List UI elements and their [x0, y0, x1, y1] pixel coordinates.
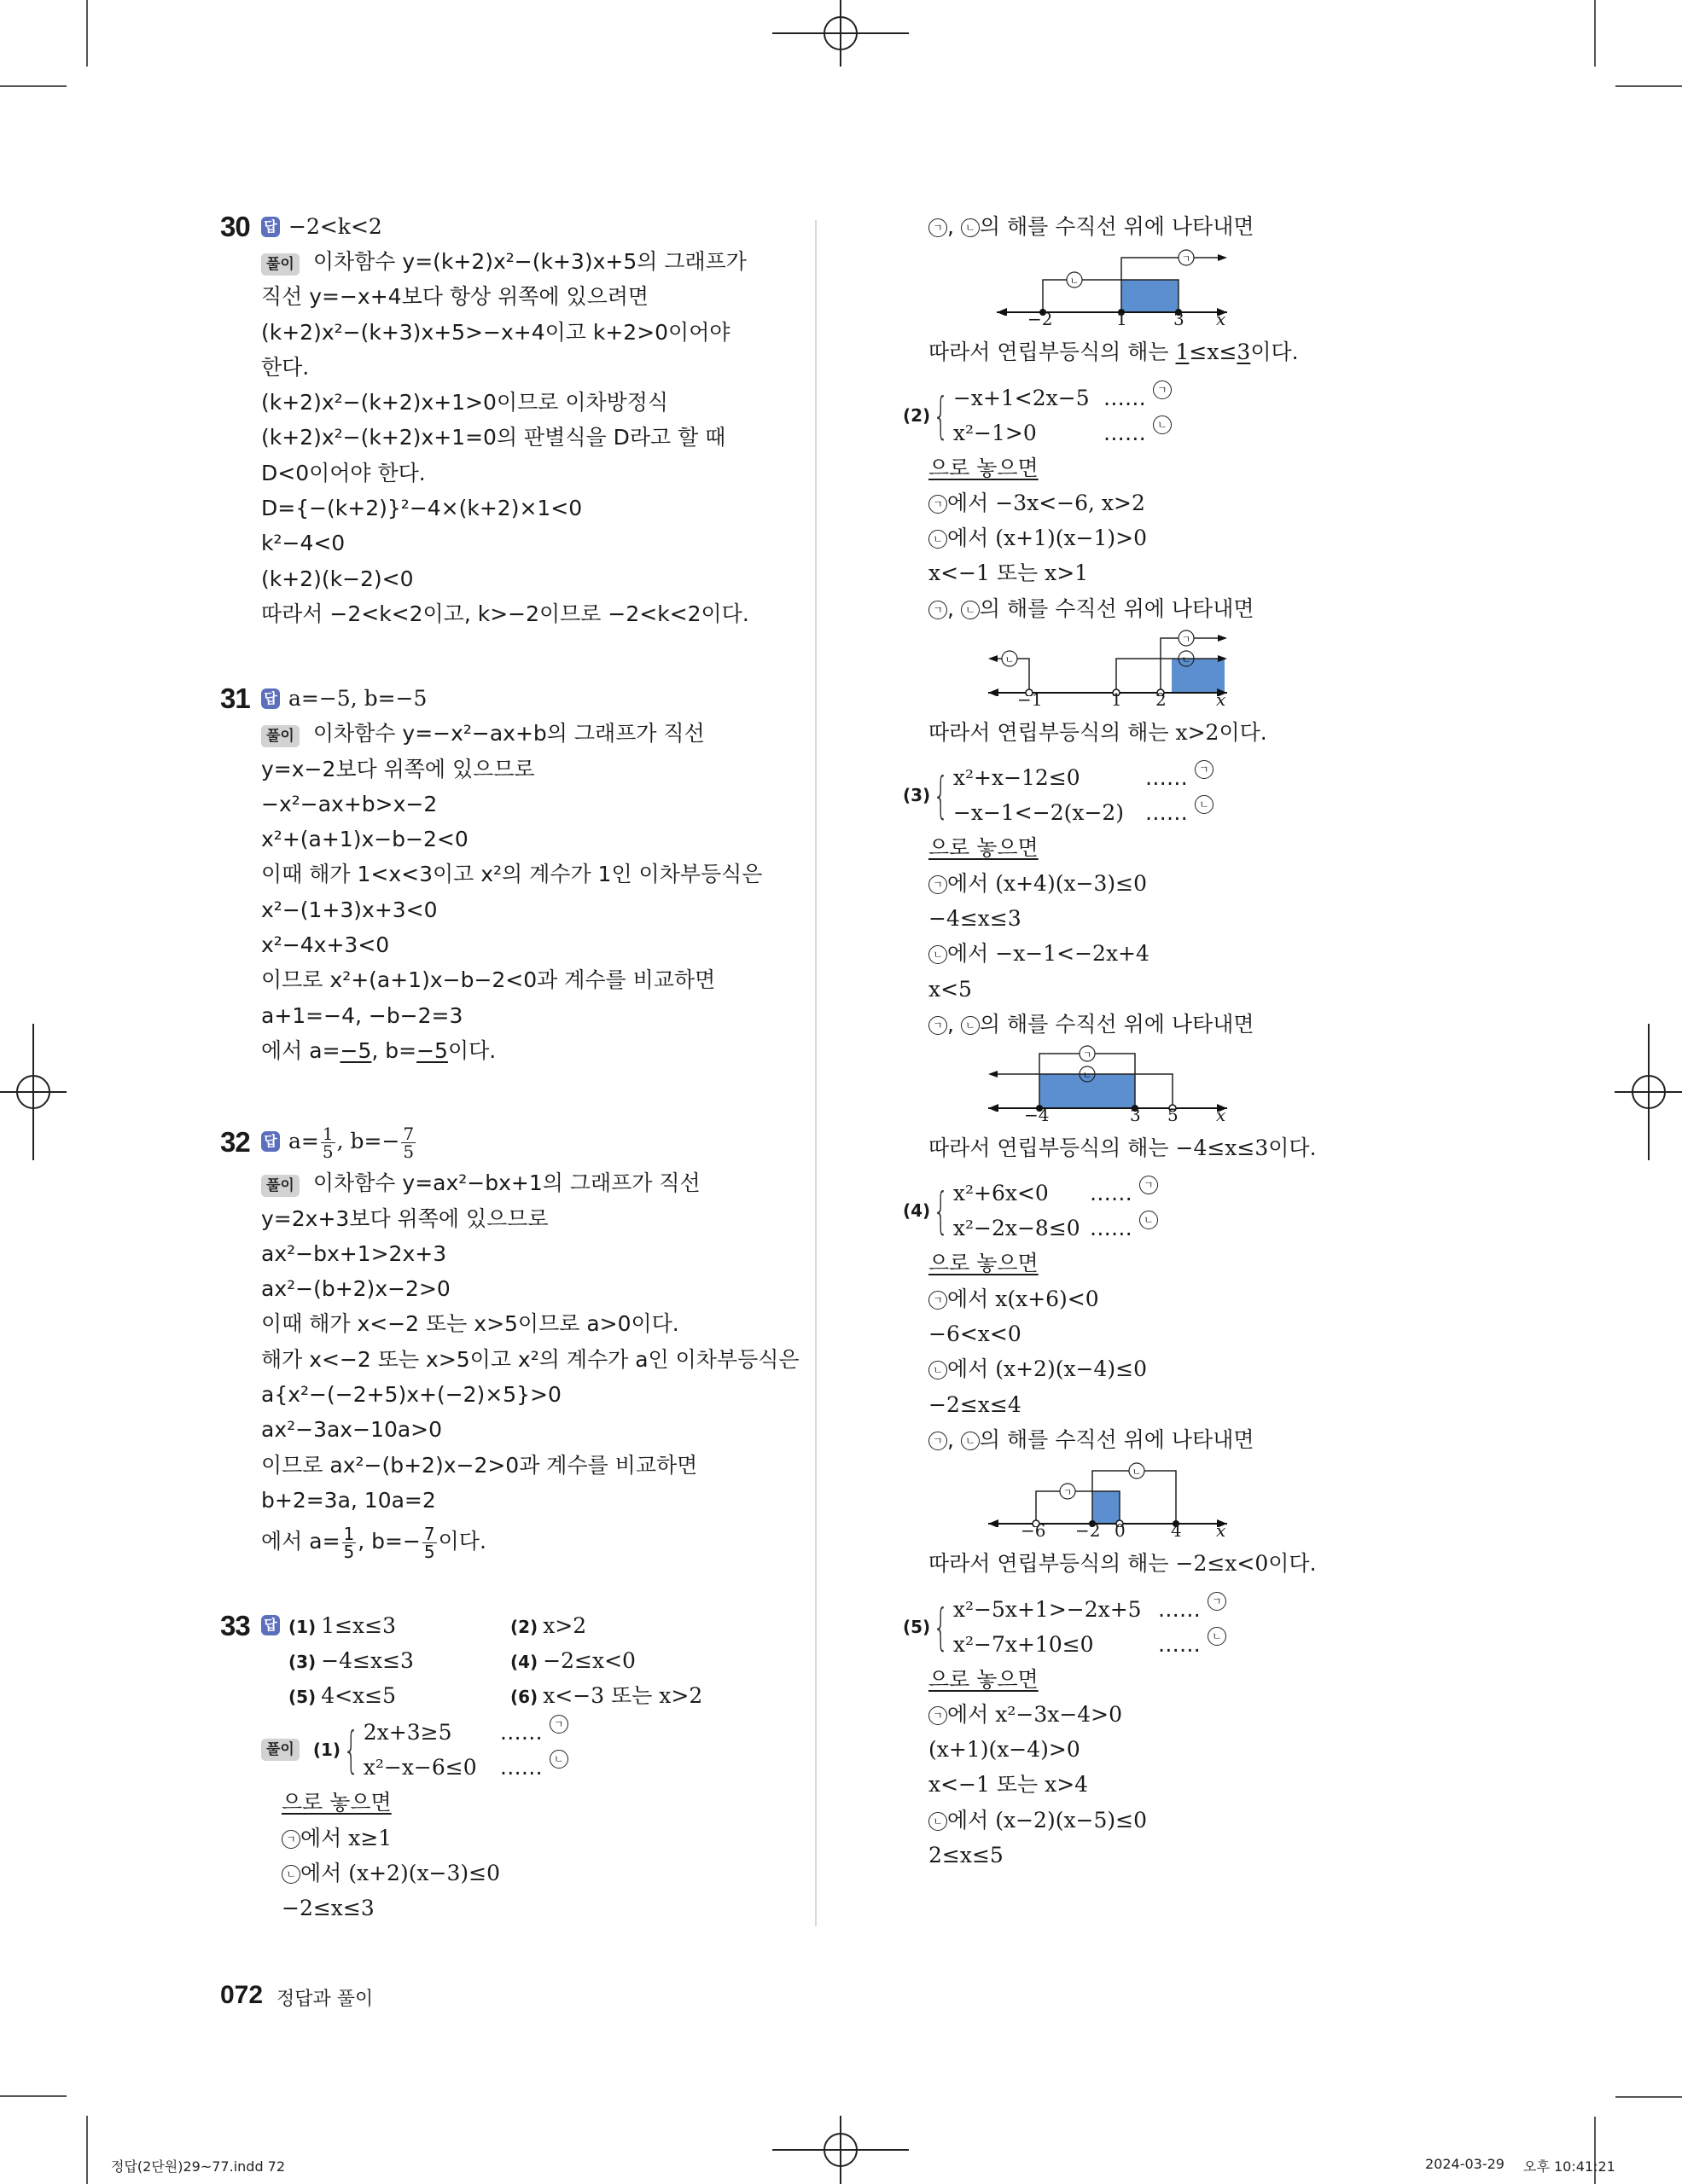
question-33 — [220, 1608, 783, 1926]
question-32 — [220, 1118, 800, 1565]
number-line-3 — [928, 1042, 1338, 1112]
solution-line: b+2=3a, 10a=2 — [261, 1487, 436, 1513]
solution-line: ax²−bx+1>2x+3 — [261, 1240, 447, 1266]
crop-mark — [1615, 2096, 1682, 2098]
step-line: ㄱ 에서 x(x+6)<0 — [928, 1281, 1338, 1316]
step-line: −4≤x≤3 — [928, 905, 1021, 931]
inequality-system: (3) { x²+x−12≤0 …… ㄱ −x−1<−2(x−2) …… ㄴ — [903, 760, 1338, 830]
number-line-4 — [928, 1457, 1338, 1527]
svg-text:ㄴ: ㄴ — [1082, 1070, 1092, 1082]
solution-line: ax²−(b+2)x−2>0 — [261, 1276, 451, 1302]
registration-mark-left — [0, 1024, 68, 1160]
solution-line: 이므로 x²+(a+1)x−b−2<0과 계수를 비교하면 — [261, 967, 716, 993]
step-line: ㄱ 에서 x≥1 — [220, 1821, 783, 1856]
number-line-2 — [928, 626, 1338, 696]
slug-time: 오후 10:41:21 — [1523, 2158, 1615, 2175]
solution-line: y=2x+3보다 위쪽에 있으므로 — [261, 1205, 549, 1231]
set-label: 으로 놓으면 — [928, 835, 1039, 861]
step-line: ㄴ 에서 (x−2)(x−5)≤0 — [928, 1803, 1338, 1838]
answer-item: (2) x>2 — [510, 1613, 587, 1639]
solution-line: a{x²−(−2+5)x+(−2)×5}>0 — [261, 1382, 562, 1408]
answer-value: a= $\frac{1}{5}$ , b=− $\frac{7}{5}$ — [288, 1123, 415, 1162]
solution-line: 따라서 −2<k<2이고, k>−2이므로 −2<k<2이다. — [261, 601, 749, 626]
set-label: 으로 놓으면 — [928, 455, 1039, 480]
solution-line: 직선 y=−x+4보다 항상 위쪽에 있으려면 — [261, 284, 649, 310]
solution-badge: 풀이 — [261, 253, 300, 276]
solution-line: 한다. — [261, 354, 310, 380]
solution-final: 에서 a=−5, b=−5이다. — [261, 1037, 497, 1063]
solution-line: 이때 해가 1<x<3이고 x²의 계수가 1인 이차부등식은 — [261, 862, 763, 887]
plot-intro: ㄱ , ㄴ 의 해를 수직선 위에 나타내면 — [928, 1422, 1338, 1457]
solution-line: x²+(a+1)x−b−2<0 — [261, 827, 469, 852]
solution-badge: 풀이 — [261, 1739, 300, 1761]
solution-line: ax²−3ax−10a>0 — [261, 1417, 443, 1443]
question-number: 32 — [220, 1125, 250, 1158]
number-line-4-ticks: −6 −2 0 4 x — [1021, 1520, 1226, 1542]
solution-line: (k+2)(k−2)<0 — [261, 566, 414, 591]
crop-mark — [0, 85, 67, 87]
question-number: 31 — [220, 682, 250, 715]
answer-badge: 답 — [261, 217, 280, 237]
inequality-system: (5) { x²−5x+1>−2x+5 …… ㄱ x²−7x+10≤0 …… ㄴ — [903, 1592, 1338, 1662]
crop-mark — [86, 0, 88, 67]
solution-line: 이때 해가 x<−2 또는 x>5이므로 a>0이다. — [261, 1311, 679, 1337]
step-line: −2≤x≤4 — [928, 1391, 1021, 1417]
svg-text:ㄱ: ㄱ — [1062, 1487, 1073, 1499]
step-line: 2≤x≤5 — [928, 1843, 1004, 1868]
answer-item: (4) −2≤x<0 — [510, 1648, 636, 1674]
inequality-system: (4) { x²+6x<0 …… ㄱ x²−2x−8≤0 …… ㄴ — [903, 1176, 1338, 1246]
file-slug: 정답(2단원)29~77.indd 72 — [111, 2158, 286, 2175]
crop-mark — [1615, 85, 1682, 87]
solution-line: x²−(1+3)x+3<0 — [261, 897, 438, 922]
solution-line: D={−(k+2)}²−4×(k+2)×1<0 — [261, 496, 583, 521]
solution-line: (k+2)x²−(k+3)x+5>−x+4이고 k+2>0이어야 — [261, 319, 730, 345]
set-label: 으로 놓으면 — [282, 1790, 392, 1815]
step-line: −6<x<0 — [928, 1321, 1021, 1347]
svg-text:ㄱ: ㄱ — [1181, 634, 1191, 646]
solution-line: (k+2)x²−(k+2)x+1=0의 판별식을 D라고 할 때 — [261, 425, 726, 450]
answer-value: a=−5, b=−5 — [288, 686, 428, 712]
question-number: 30 — [220, 211, 250, 242]
step-line: ㄴ 에서 −x−1<−2x+4 — [928, 936, 1338, 971]
step-line: x<−1 또는 x>1 — [928, 561, 1089, 586]
answer-list — [288, 1608, 732, 1713]
registration-mark-bottom — [772, 2114, 909, 2184]
step-line: ㄱ 에서 −3x<−6, x>2 — [928, 485, 1338, 520]
number-line-3-ticks: −4 3 5 x — [1024, 1105, 1226, 1126]
plot-intro: ㄱ , ㄴ 의 해를 수직선 위에 나타내면 — [928, 591, 1338, 626]
step-line: (x+1)(x−4)>0 — [928, 1737, 1080, 1763]
result-line: 따라서 연립부등식의 해는 −4≤x≤3이다. — [928, 1136, 1317, 1161]
answer-item: (3) −4≤x≤3 — [288, 1648, 414, 1674]
answer-badge: 답 — [261, 688, 280, 709]
solution-line: −x²−ax+b>x−2 — [261, 791, 438, 816]
solution-line: a+1=−4, −b−2=3 — [261, 1002, 463, 1028]
solution-line: x²−4x+3<0 — [261, 932, 390, 958]
number-line-1-ticks: −2 1 3 x — [1027, 309, 1226, 330]
question-31 — [220, 681, 783, 1068]
result-line: 따라서 연립부등식의 해는 −2≤x<0이다. — [928, 1551, 1317, 1577]
solution-line: k²−4<0 — [261, 531, 346, 556]
answer-badge: 답 — [261, 1131, 280, 1152]
left-column — [220, 209, 800, 1926]
answer-item: (1) 1≤x≤3 — [288, 1613, 397, 1639]
solution-line: 이차함수 y=(k+2)x²−(k+3)x+5의 그래프가 — [312, 249, 747, 274]
step-line: ㄱ 에서 (x+4)(x−3)≤0 — [928, 866, 1338, 901]
crop-mark — [86, 2116, 88, 2184]
question-30 — [220, 209, 783, 631]
inequality-system: (2) { −x+1<2x−5 …… ㄱ x²−1>0 …… ㄴ — [903, 380, 1338, 450]
registration-mark-right — [1615, 1024, 1682, 1160]
plot-intro: ㄱ , ㄴ 의 해를 수직선 위에 나타내면 — [928, 209, 1338, 244]
answer-badge: 답 — [261, 1615, 280, 1635]
brace: { — [343, 1721, 359, 1780]
solution-line: 이차함수 y=ax²−bx+1의 그래프가 직선 — [312, 1170, 701, 1196]
answer-item: (5) 4<x≤5 — [288, 1683, 397, 1709]
result-line: 따라서 연립부등식의 해는 1≤x≤3이다. — [928, 340, 1299, 365]
set-label: 으로 놓으면 — [928, 1251, 1039, 1276]
crop-mark — [1594, 0, 1596, 67]
step-line: ㄴ 에서 (x+2)(x−3)≤0 — [220, 1856, 783, 1891]
registration-mark-top — [772, 0, 909, 68]
solution-line: 해가 x<−2 또는 x>5이고 x²의 계수가 a인 이차부등식은 — [261, 1346, 800, 1372]
step-line: x<5 — [928, 976, 972, 1002]
svg-text:ㄴ: ㄴ — [1132, 1467, 1142, 1478]
solution-line: D<0이어야 한다. — [261, 460, 426, 485]
svg-text:ㄱ: ㄱ — [1181, 253, 1191, 265]
svg-text:ㄴ: ㄴ — [1004, 654, 1015, 666]
svg-text:ㄱ: ㄱ — [1082, 1049, 1092, 1061]
solution-line: 이므로 ax²−(b+2)x−2>0과 계수를 비교하면 — [261, 1452, 698, 1478]
result-line: 따라서 연립부등식의 해는 x>2이다. — [928, 720, 1267, 746]
right-column — [903, 209, 1338, 1873]
page-number: 072 — [220, 1981, 264, 2009]
section-title: 정답과 풀이 — [276, 1989, 374, 2010]
inequality-system: 풀이 (1) { 2x+3≥5 …… ㄱ x²−x−6≤0 …… ㄴ — [220, 1715, 783, 1785]
step-line: x<−1 또는 x>4 — [928, 1772, 1089, 1798]
step-line: −2≤x≤3 — [282, 1896, 375, 1921]
crop-mark — [0, 2095, 67, 2097]
question-number: 33 — [220, 1610, 250, 1642]
solution-badge: 풀이 — [261, 725, 300, 747]
answer-value: −2<k<2 — [288, 214, 382, 239]
step-line: ㄴ 에서 (x+2)(x−4)≤0 — [928, 1351, 1338, 1386]
number-line-1 — [928, 246, 1338, 316]
column-divider — [815, 220, 817, 1926]
number-line-2-ticks: −1 1 2 x — [1017, 689, 1226, 711]
plot-intro: ㄱ , ㄴ 의 해를 수직선 위에 나타내면 — [928, 1007, 1338, 1042]
set-label: 으로 놓으면 — [928, 1666, 1039, 1692]
step-line: ㄴ 에서 (x+1)(x−1)>0 — [928, 520, 1338, 555]
slug-date: 2024-03-29 — [1425, 2156, 1504, 2172]
solution-line: 이차함수 y=−x²−ax+b의 그래프가 직선 — [312, 721, 705, 746]
svg-text:ㄴ: ㄴ — [1069, 276, 1080, 288]
step-line: ㄱ 에서 x²−3x−4>0 — [928, 1697, 1338, 1732]
solution-badge: 풀이 — [261, 1175, 300, 1197]
solution-line: (k+2)x²−(k+2)x+1>0이므로 이차방정식 — [261, 390, 669, 415]
solution-final: 에서 a= $\frac{1}{5}$ , b=− $\frac{7}{5}$ 이다. — [261, 1523, 486, 1562]
answer-item: (6) x<−3 또는 x>2 — [510, 1683, 703, 1709]
svg-text:ㄴ: ㄴ — [1181, 654, 1191, 666]
solution-line: y=x−2보다 위쪽에 있으므로 — [261, 756, 535, 781]
